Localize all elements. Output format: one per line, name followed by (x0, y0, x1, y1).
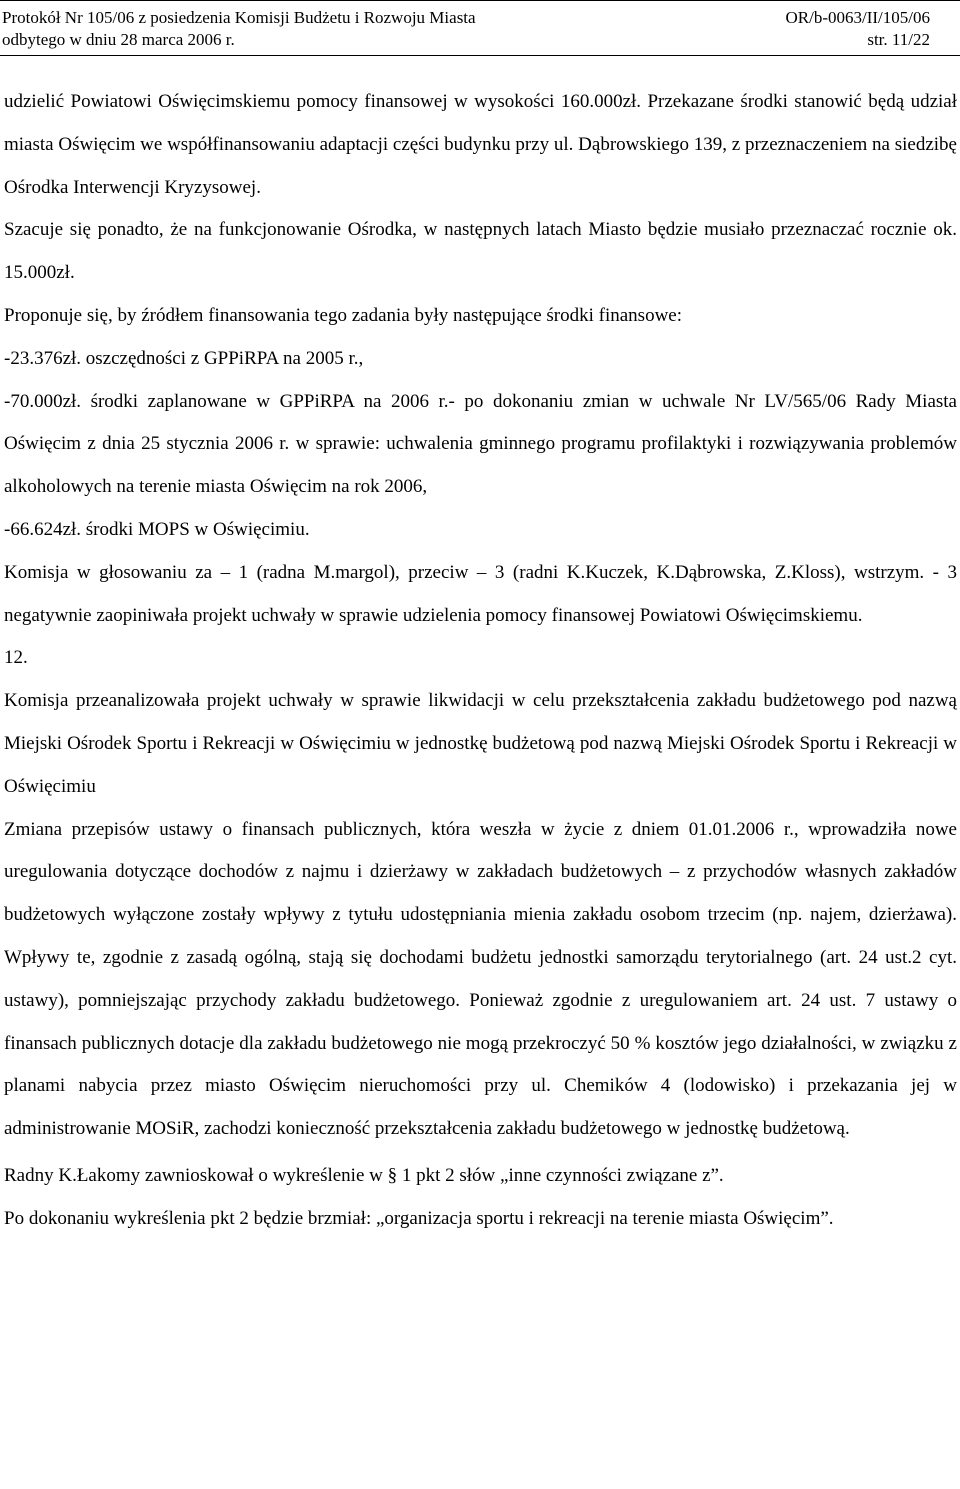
paragraph-amended-wording: Po dokonaniu wykreślenia pkt 2 będzie brzmiał: „organizacja sportu i rekreacji na terenie miasta Oświęcim”. (4, 1207, 834, 1229)
paragraph-funding-sources: Proponuje się, by źródłem finansowania tego zadania były następujące środki finansowe: (4, 304, 682, 326)
paragraph-legal-change: Zmiana przepisów ustawy o finansach publicznych, która weszła w życie z dniem 01.01.2006 r., wprowadziła nowe uregulowania dotyczące dochodów z najmu i dzierżawy w zakładach budżetowych – z przychodów własnych zakładów budżetowych wyłączone zostały wpływy z tytułu udostępniania mienia zakładu osobom trzecim (np. najem, dzierżawa). Wpływy te, zgodnie z zasadą ogólną, stają się dochodami budżetu jednostki samorządu terytorialnego (art. 24 ust.2 cyt. ustawy), pomniejszając przychody zakładu budżetowego. Ponieważ zgodnie z uregulowaniem art. 24 ust. 7 ustawy o finansach publicznych dotacje dla zakładu budżetowego nie mogą przekroczyć 50 % kosztów jego działalności, w związku z planami nabycia przez miasto Oświęcim nieruchomości przy ul. Chemików 4 (lodowisko) i przekazania jej w administrowanie MOSiR, zachodzi konieczność przekształcenia zakładu budżetowego w jednostkę budżetową. (4, 818, 957, 1140)
paragraph-annual-cost: Szacuje się ponadto, że na funkcjonowanie Ośrodka, w następnych latach Miasto będzie musiało przeznaczać rocznie ok. 15.000zł. (4, 219, 957, 284)
page-header (0, 0, 960, 56)
section-number: 12. (4, 647, 28, 669)
paragraph-funding-decision: udzielić Powiatowi Oświęcimskiemu pomocy finansowej w wysokości 160.000zł. Przekazane środki stanowić będą udział miasta Oświęcim we współfinansowaniu adaptacji części budynku przy ul. Dąbrowskiego 139, z przeznaczeniem na siedzibę Ośrodka Interwencji Kryzysowej. (4, 91, 957, 198)
funding-item-savings: -23.376zł. oszczędności z GPPiRPA na 2005 r., (4, 347, 364, 369)
funding-item-mops: -66.624zł. środki MOPS w Oświęcimiu. (4, 518, 310, 540)
document-body (4, 81, 957, 1241)
page-number: str. 11/22 (867, 30, 930, 49)
paragraph-resolution-analysis: Komisja przeanalizowała projekt uchwały w sprawie likwidacji w celu przekształcenia zakładu budżetowego pod nazwą Miejski Ośrodek Sportu i Rekreacji w Oświęcimiu w jednostkę budżetową pod nazwą Miejski Ośrodek Sportu i Rekreacji w Oświęcimiu (4, 690, 957, 797)
paragraph-vote-result: Komisja w głosowaniu za – 1 (radna M.margol), przeciw – 3 (radni K.Kuczek, K.Dąbrowska, Z.Kloss), wstrzym. - 3 negatywnie zaopiniwała projekt uchwały w sprawie udzielenia pomocy finansowej Powiatowi Oświęcimskiemu. (4, 561, 957, 626)
document-title: Protokół Nr 105/06 z posiedzenia Komisji Budżetu i Rozwoju Miasta (2, 8, 476, 27)
document-reference: OR/b-0063/II/105/06 (785, 8, 930, 27)
paragraph-motion: Radny K.Łakomy zawnioskował o wykreślenie w § 1 pkt 2 słów „inne czynności związane z”. (4, 1164, 724, 1186)
meeting-date: odbytego w dniu 28 marca 2006 r. (2, 30, 235, 49)
funding-item-planned: -70.000zł. środki zaplanowane w GPPiRPA na 2006 r.- po dokonaniu zmian w uchwale Nr LV/565/06 Rady Miasta Oświęcim z dnia 25 stycznia 2006 r. w sprawie: uchwalenia gminnego programu profilaktyki i rozwiązywania problemów alkoholowych na terenie miasta Oświęcim na rok 2006, (4, 390, 957, 498)
